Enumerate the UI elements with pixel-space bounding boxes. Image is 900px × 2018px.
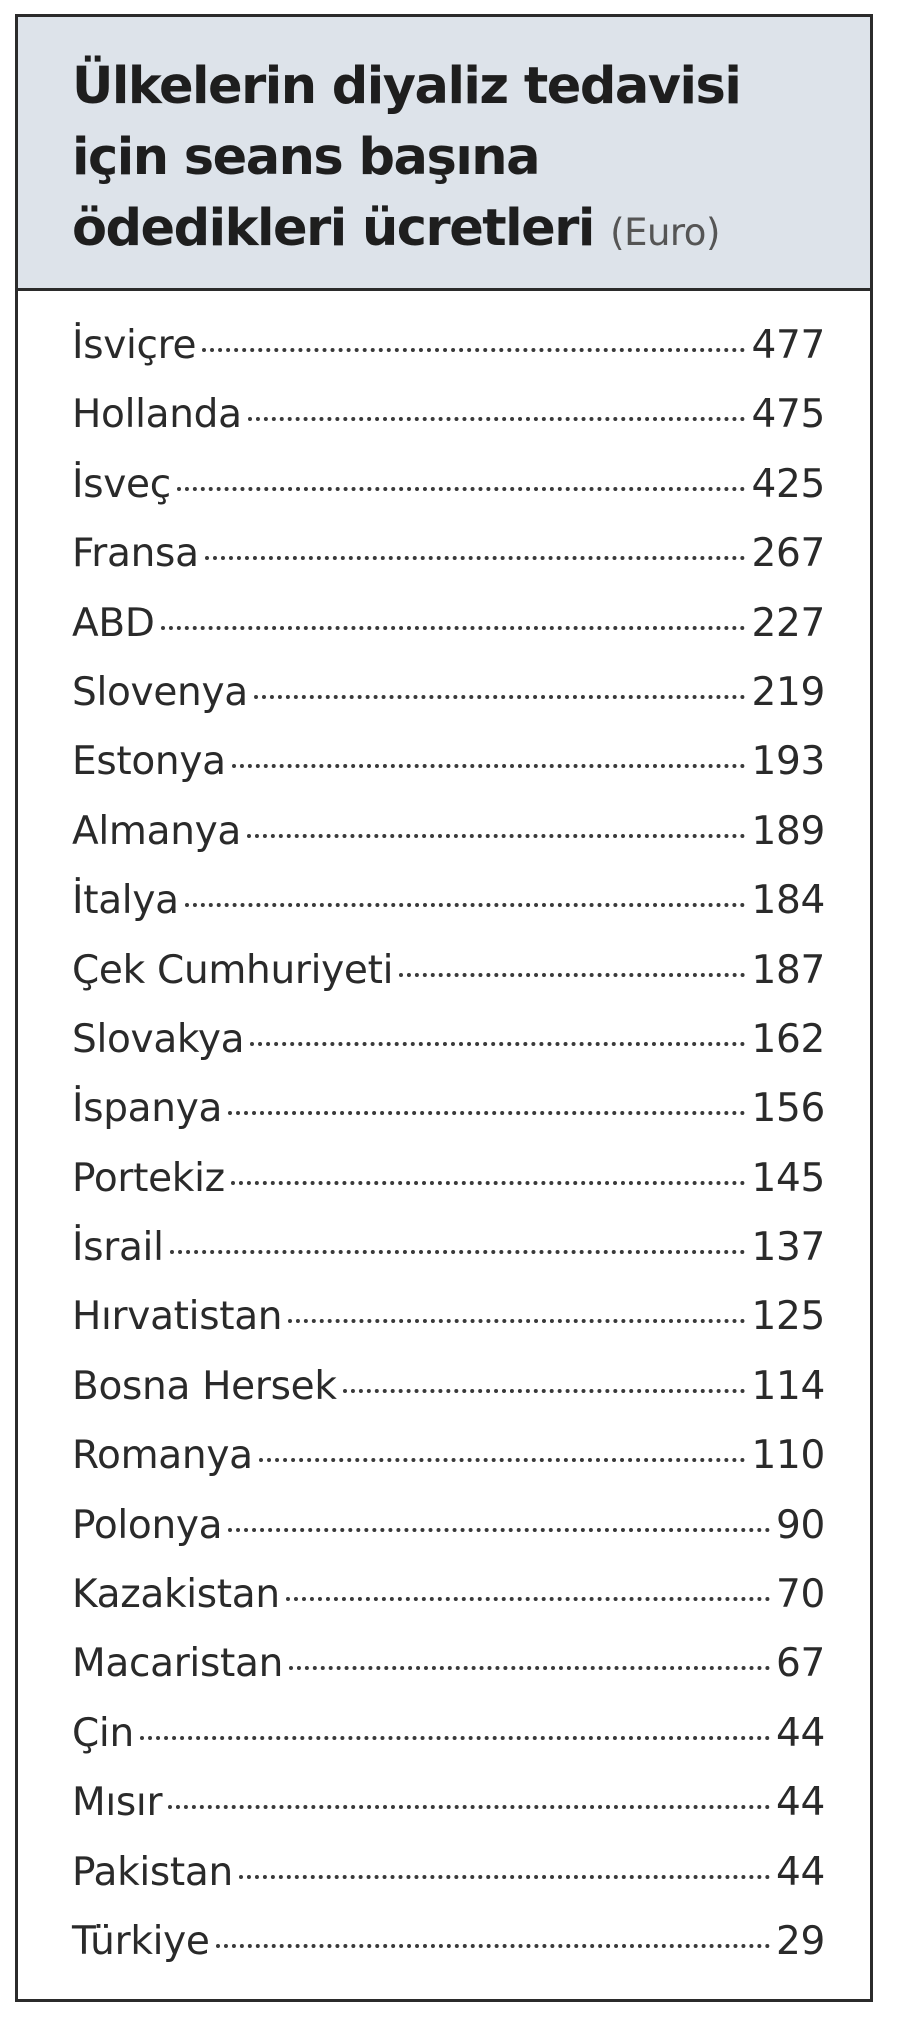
dot-leader: [170, 1250, 746, 1254]
price-value: 267: [751, 531, 825, 577]
dot-leader: [399, 973, 745, 977]
country-name: Slovenya: [72, 669, 248, 715]
country-name: İsrail: [72, 1225, 164, 1271]
country-name: Hırvatistan: [72, 1294, 283, 1340]
country-name: Romanya: [72, 1433, 253, 1479]
list-item: [72, 670, 825, 739]
price-value: 29: [775, 1918, 825, 1964]
price-value: 477: [751, 323, 825, 368]
country-name: Bosna Hersek: [72, 1363, 337, 1409]
list-item: [72, 1850, 825, 1919]
dot-leader: [239, 1875, 770, 1879]
price-value: 67: [775, 1641, 825, 1687]
country-name: Fransa: [72, 531, 199, 577]
list-item: [72, 1641, 825, 1710]
list-item: [72, 1503, 825, 1572]
list-item: [72, 1225, 825, 1294]
list-item: [72, 809, 825, 878]
list-item: [72, 1780, 825, 1849]
price-value: 44: [775, 1710, 825, 1756]
country-list: [72, 323, 825, 1988]
list-item: [72, 948, 825, 1017]
price-value: 90: [775, 1502, 825, 1548]
country-name: Pakistan: [72, 1849, 233, 1895]
price-value: 227: [751, 600, 825, 646]
list-item: [72, 601, 825, 670]
title-line-2: için seans başına: [72, 128, 540, 187]
price-value: 70: [775, 1572, 825, 1618]
dot-leader: [185, 903, 746, 907]
list-item: [72, 1017, 825, 1086]
list-item: [72, 1711, 825, 1780]
country-name: Türkiye: [72, 1918, 210, 1964]
country-name: Macaristan: [72, 1641, 283, 1687]
country-name: Hollanda: [72, 392, 242, 438]
country-name: Mısır: [72, 1780, 163, 1826]
price-value: 184: [751, 878, 825, 924]
price-value: 44: [775, 1849, 825, 1895]
price-value: 475: [751, 392, 825, 438]
list-item: [72, 462, 825, 531]
price-value: 110: [751, 1433, 825, 1479]
list-item: [72, 1086, 825, 1155]
country-name: Çek Cumhuriyeti: [72, 947, 394, 993]
price-value: 156: [751, 1086, 825, 1132]
dot-leader: [205, 556, 746, 560]
list-item: [72, 1433, 825, 1502]
dot-leader: [216, 1944, 770, 1948]
dot-leader: [228, 1111, 745, 1115]
dot-leader: [168, 1805, 770, 1809]
price-value: 44: [775, 1780, 825, 1826]
table-card: [15, 14, 873, 2002]
list-item: [72, 1364, 825, 1433]
country-name: Slovakya: [72, 1016, 245, 1062]
country-name: Estonya: [72, 739, 226, 785]
list-item: [72, 878, 825, 947]
unit-label: (Euro): [610, 211, 720, 254]
table-title: [72, 51, 870, 268]
price-value: 187: [751, 947, 825, 993]
country-name: ABD: [72, 600, 155, 646]
price-value: 189: [751, 808, 825, 854]
price-value: 162: [751, 1016, 825, 1062]
dot-leader: [202, 348, 745, 352]
dot-leader: [177, 487, 746, 491]
list-item: [72, 323, 825, 392]
list-item: [72, 531, 825, 600]
list-item: [72, 1572, 825, 1641]
list-item: [72, 1919, 825, 1988]
list-item: [72, 1156, 825, 1225]
dot-leader: [161, 626, 746, 630]
country-name: Kazakistan: [72, 1572, 280, 1618]
dot-leader: [259, 1458, 746, 1462]
list-item: [72, 739, 825, 808]
country-name: Polonya: [72, 1502, 223, 1548]
dot-leader: [286, 1597, 770, 1601]
dot-leader: [232, 764, 746, 768]
price-value: 219: [751, 669, 825, 715]
price-value: 193: [751, 739, 825, 785]
price-value: 125: [751, 1294, 825, 1340]
dot-leader: [140, 1736, 770, 1740]
dot-leader: [343, 1389, 746, 1393]
dot-leader: [231, 1181, 746, 1185]
dot-leader: [288, 1319, 745, 1323]
country-name: Portekiz: [72, 1155, 225, 1201]
price-value: 114: [751, 1363, 825, 1409]
dot-leader: [228, 1528, 770, 1532]
country-name: Almanya: [72, 808, 242, 854]
dot-leader: [289, 1666, 770, 1670]
country-name: Çin: [72, 1710, 134, 1756]
dot-leader: [250, 1042, 745, 1046]
price-value: 425: [751, 461, 825, 507]
country-name: İtalya: [72, 878, 179, 924]
table-header: [18, 17, 870, 291]
title-line-3: ödedikleri ücretleri: [72, 199, 594, 258]
list-item: [72, 1294, 825, 1363]
country-name: İsveç: [72, 461, 171, 507]
country-name: İsviçre: [72, 323, 197, 368]
price-value: 137: [751, 1225, 825, 1271]
dot-leader: [247, 834, 745, 838]
dot-leader: [248, 417, 746, 421]
dot-leader: [254, 695, 746, 699]
title-line-1: Ülkelerin diyaliz tedavisi: [72, 57, 741, 116]
list-item: [72, 392, 825, 461]
country-name: İspanya: [72, 1086, 223, 1132]
price-value: 145: [751, 1155, 825, 1201]
